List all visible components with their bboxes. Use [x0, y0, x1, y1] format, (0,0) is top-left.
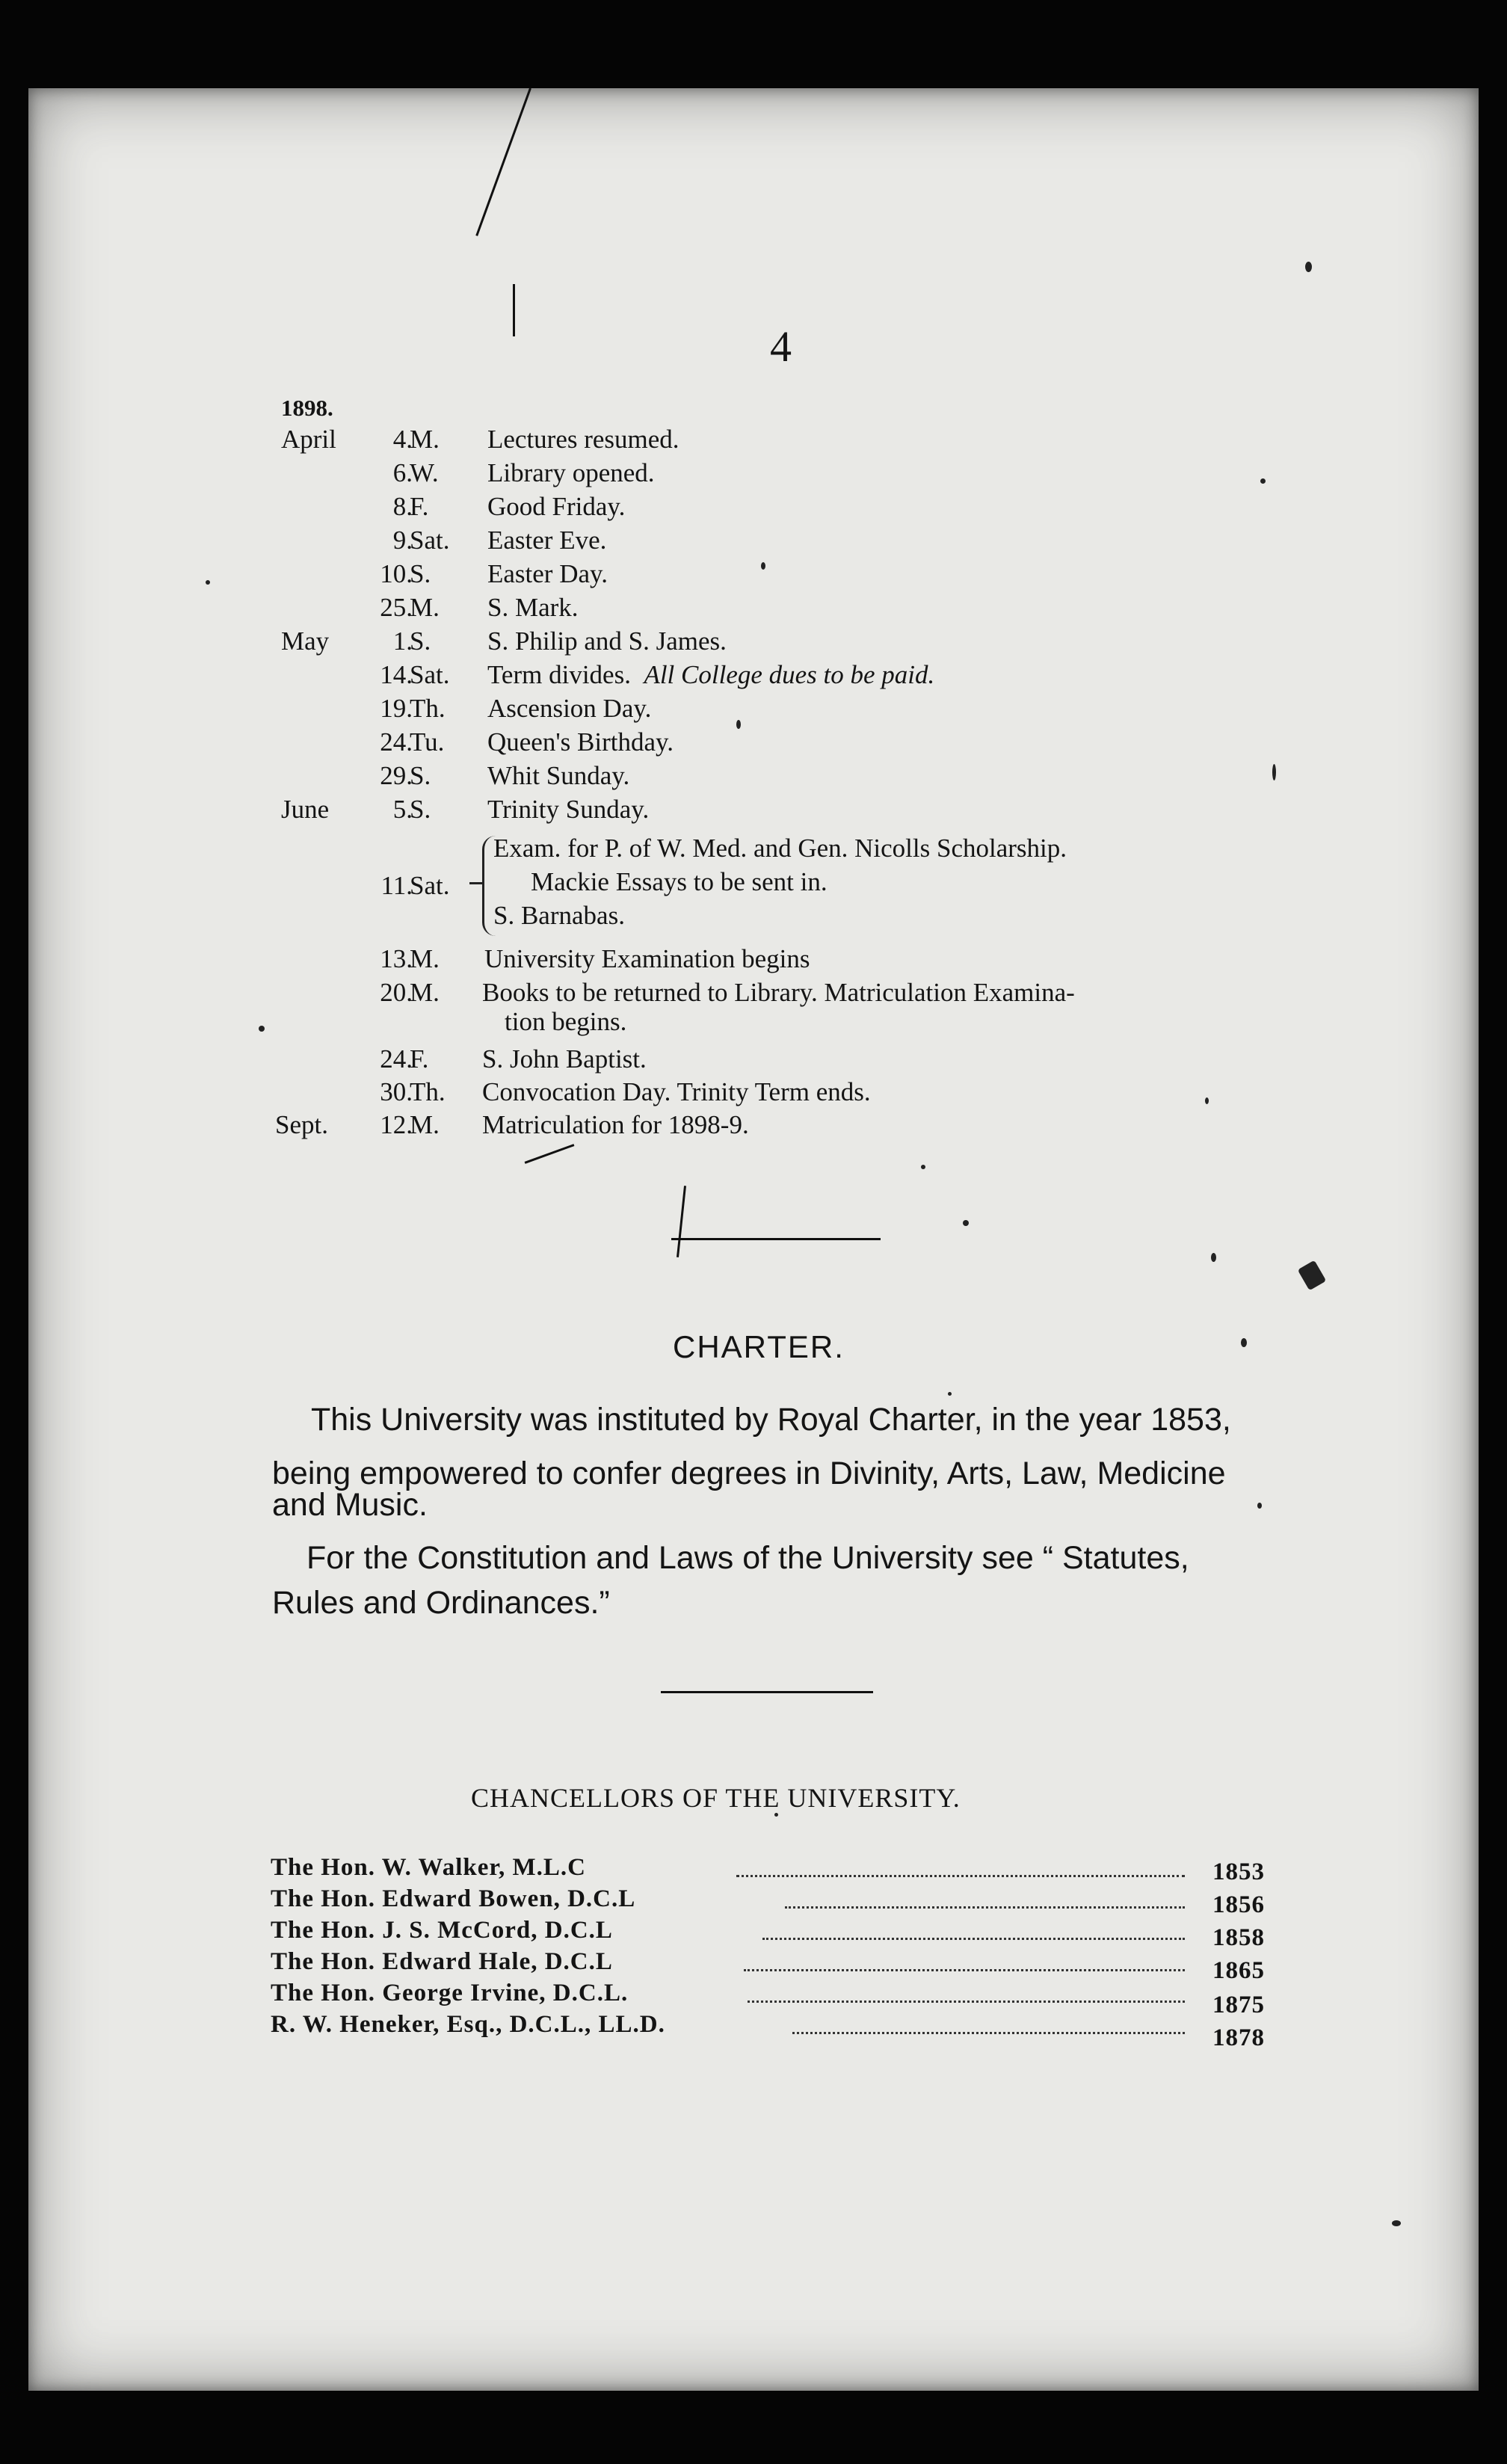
calendar-date: 29. [380, 761, 413, 790]
chancellor-name: The Hon. J. S. McCord, D.C.L [271, 1917, 613, 1944]
calendar-date: 24. [380, 1044, 413, 1074]
calendar-day: M. [410, 944, 440, 973]
calendar-day: M. [410, 1110, 440, 1139]
charter-line: This University was instituted by Royal Charter, in the year 1853, [311, 1402, 1231, 1438]
calendar-day: W. [410, 458, 439, 487]
calendar-date: 8. [392, 492, 413, 521]
calendar-day: Sat. [410, 526, 450, 555]
calendar-month: Sept. [275, 1110, 328, 1139]
calendar-date: 10. [380, 559, 413, 588]
chancellor-year: 1853 [1212, 1858, 1265, 1885]
chancellor-name: The Hon. Edward Hale, D.C.L [271, 1948, 613, 1975]
calendar-day: F. [410, 1044, 429, 1074]
calendar-date: 5. [392, 795, 413, 824]
chancellor-year: 1858 [1212, 1924, 1265, 1951]
calendar-date: 25. [380, 593, 413, 622]
leader-dots [744, 1969, 1185, 1971]
calendar-event: Ascension Day. [487, 694, 652, 723]
calendar-event: Easter Day. [487, 559, 608, 588]
calendar-event: Easter Eve. [487, 526, 607, 555]
calendar-day: F. [410, 492, 429, 521]
calendar-event: S. John Baptist. [482, 1044, 647, 1074]
chancellor-name: R. W. Heneker, Esq., D.C.L., LL.D. [271, 2011, 665, 2038]
calendar-date: 20. [380, 978, 413, 1007]
calendar-event: S. Philip and S. James. [487, 626, 727, 656]
chancellor-year: 1875 [1212, 1992, 1265, 2018]
page-number: 4 [770, 322, 792, 371]
leader-dots [792, 2032, 1185, 2034]
calendar-event: Good Friday. [487, 492, 626, 521]
charter-line: being empowered to confer degrees in Divinity, Arts, Law, Medicine [272, 1456, 1226, 1491]
calendar-date: 19. [380, 694, 413, 723]
calendar-month: June [281, 795, 330, 824]
calendar-date: 12. [380, 1110, 413, 1139]
calendar-event: Library opened. [487, 458, 655, 487]
leader-dots [762, 1938, 1185, 1940]
calendar-date: 14. [380, 660, 413, 689]
calendar-day: M. [410, 425, 440, 454]
calendar-day: S. [410, 795, 431, 824]
calendar-date: 11. [380, 871, 413, 900]
section-divider [661, 1691, 873, 1693]
charter-line: and Music. [272, 1487, 428, 1523]
calendar-month: April [281, 425, 336, 454]
calendar-date: 6. [392, 458, 413, 487]
charter-line: For the Constitution and Laws of the University see “ Statutes, [306, 1540, 1189, 1576]
calendar-event: S. Mark. [487, 593, 579, 622]
chancellors-title: CHANCELLORS OF THE UNIVERSITY. [471, 1783, 961, 1813]
calendar-month: May [281, 626, 330, 656]
chancellor-name: The Hon. George Irvine, D.C.L. [271, 1980, 629, 2006]
calendar-day: S. [410, 761, 431, 790]
calendar-date: 30. [380, 1077, 413, 1106]
calendar-day: Sat. [410, 871, 450, 900]
calendar-day: Th. [410, 1077, 446, 1106]
calendar-event: Lectures resumed. [487, 425, 679, 454]
calendar-event-continuation: tion begins. [505, 1007, 627, 1036]
calendar-day: M. [410, 978, 440, 1007]
calendar-date: 4. [392, 425, 413, 454]
calendar-day: M. [410, 593, 440, 622]
chancellor-year: 1856 [1212, 1891, 1265, 1918]
charter-line: Rules and Ordinances.” [272, 1585, 610, 1621]
calendar-day: Sat. [410, 660, 450, 689]
calendar-event: University Examination begins [484, 944, 810, 973]
leader-dots [748, 2001, 1185, 2003]
calendar-day: Th. [410, 694, 446, 723]
calendar-date: 9. [392, 526, 413, 555]
calendar-day: S. [410, 626, 431, 656]
calendar-year: 1898. [281, 395, 333, 421]
charter-title: CHARTER. [673, 1329, 845, 1364]
chancellor-name: The Hon. W. Walker, M.L.C [271, 1854, 587, 1881]
calendar-day: Tu. [410, 727, 445, 757]
calendar-date: 13. [380, 944, 413, 973]
section-divider [671, 1238, 881, 1240]
chancellor-year: 1865 [1212, 1957, 1265, 1984]
calendar-event [487, 658, 934, 692]
calendar-day: S. [410, 559, 431, 588]
chancellor-name: The Hon. Edward Bowen, D.C.L [271, 1885, 636, 1912]
leader-dots [785, 1906, 1185, 1909]
leader-dots [736, 1875, 1185, 1877]
chancellor-year: 1878 [1212, 2024, 1265, 2051]
calendar-event: Whit Sunday. [487, 761, 630, 790]
calendar-event: Books to be returned to Library. Matriculation Examina- [482, 978, 1075, 1007]
calendar-event: Convocation Day. Trinity Term ends. [482, 1077, 871, 1106]
calendar-event: Queen's Birthday. [487, 727, 674, 757]
brace-tip [469, 882, 484, 884]
calendar-event-text: Term divides. [487, 660, 631, 689]
calendar-event: Matriculation for 1898-9. [482, 1110, 749, 1139]
calendar-event-note: All College dues to be paid. [644, 660, 935, 689]
calendar-event: Trinity Sunday. [487, 795, 650, 824]
calendar-date: 1. [392, 626, 413, 656]
calendar-date: 24. [380, 727, 413, 757]
